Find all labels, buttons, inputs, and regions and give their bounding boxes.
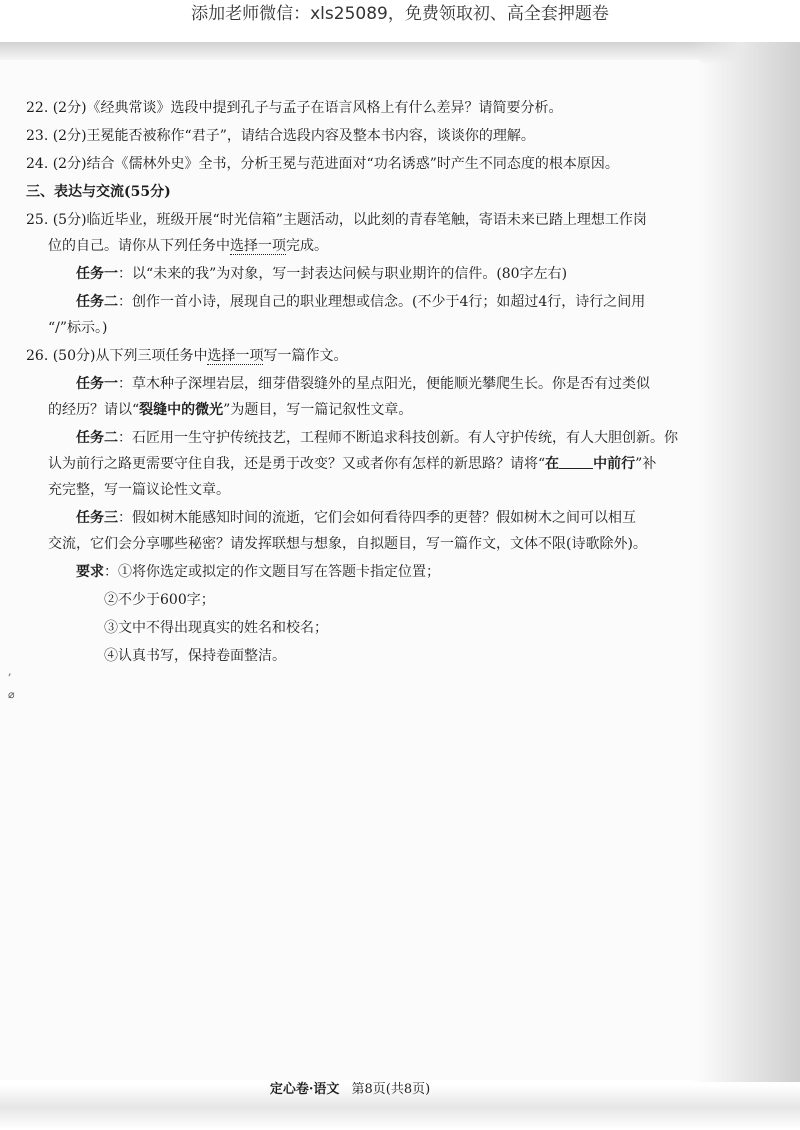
q26-task3-line2: 交流，它们会分享哪些秘密？请发挥联想与想象，自拟题目，写一篇作文，文体不限(诗歌除外)。 xyxy=(48,536,647,552)
q25-task1 xyxy=(76,264,567,284)
footer-page: 第8页(共8页) xyxy=(351,1082,431,1097)
q25-emphasis: 选择一项 xyxy=(230,238,286,254)
q25-line2-post: 完成。 xyxy=(286,238,328,254)
fill-blank-line xyxy=(559,456,593,469)
q26-task2-line1 xyxy=(76,428,678,448)
q25-task1-text: ：以“未来的我”为对象，写一封表达问候与职业期许的信件。(80字左右) xyxy=(118,266,568,282)
q26-task1-line2-pre: 的经历？请以“ xyxy=(48,402,140,418)
q26-line1-pre: 26. (50分)从下列三项任务中 xyxy=(26,348,208,364)
q25-task1-label: 任务一 xyxy=(76,266,118,282)
margin-mark: ⌀ xyxy=(8,688,15,701)
q26-task2-blank-a: 在 xyxy=(545,456,560,472)
q25-task2-cont: “/”标示。) xyxy=(48,320,108,336)
q25-line2-pre: 位的自己。请你从下列任务中 xyxy=(48,238,230,254)
q26-task2-text: ：石匠用一生守护传统技艺，工程师不断追求科技创新。有人守护传统，有人大胆创新。你 xyxy=(118,430,678,446)
question-26-line1 xyxy=(26,346,347,366)
q26-emphasis: 选择一项 xyxy=(207,348,264,364)
question-25-line1: 25. (5分)临近毕业，班级开展“时光信箱”主题活动，以此刻的青春笔触，寄语未来已踏上理想工作岗 xyxy=(26,212,647,228)
requirement-4: ④认真书写，保持卷面整洁。 xyxy=(104,648,286,664)
q26-task1-title: 裂缝中的微光 xyxy=(139,402,224,418)
requirement-2: ②不少于600字； xyxy=(104,592,215,608)
margin-mark: , xyxy=(8,665,12,678)
q26-task1-text: ：草木种子深埋岩层，细芽借裂缝外的星点阳光，便能顺光攀爬生长。你是否有过类似 xyxy=(118,376,650,392)
q26-line1-post: 写一篇作文。 xyxy=(263,348,348,364)
q26-task3-line1 xyxy=(76,508,636,528)
question-25-line2 xyxy=(48,236,328,256)
scan-shadow-right xyxy=(690,42,800,1082)
q26-task1-line2-post: ”为题目，写一篇记叙性文章。 xyxy=(223,402,413,418)
q25-task2-label: 任务二 xyxy=(76,294,118,310)
watermark: 添加老师微信：xls25089，免费领取初、高全套押题卷 xyxy=(191,4,609,24)
q25-task2-text: ：创作一首小诗，展现自己的职业理想或信念。(不少于4行；如超过4行，诗行之间用 xyxy=(118,294,646,310)
q26-task2-line2-post: ”补 xyxy=(635,456,657,472)
q25-task2 xyxy=(76,292,645,312)
page-footer xyxy=(0,1078,700,1097)
q26-task2-blank-b: 中前行 xyxy=(593,456,636,472)
question-23: 23. (2分)王冕能否被称作“君子”，请结合选段内容及整本书内容，谈谈你的理解。 xyxy=(26,128,535,144)
q26-task2-line2 xyxy=(48,454,656,474)
q26-requirements xyxy=(76,562,440,582)
q26-task2-line3: 充完整，写一篇议论性文章。 xyxy=(48,482,230,498)
requirement-1: ：①将你选定或拟定的作文题目写在答题卡指定位置； xyxy=(104,564,440,580)
q26-task1-line2 xyxy=(48,400,412,420)
requirement-3: ③文中不得出现真实的姓名和校名； xyxy=(104,620,328,636)
q26-task2-label: 任务二 xyxy=(76,430,118,446)
section-3-title: 三、表达与交流(55分) xyxy=(26,184,171,200)
question-24: 24. (2分)结合《儒林外史》全书，分析王冕与范进面对“功名诱惑”时产生不同态度的根本原因。 xyxy=(26,156,619,172)
q26-task1-label: 任务一 xyxy=(76,376,118,392)
q26-task3-text: ：假如树木能感知时间的流逝，它们会如何看待四季的更替？假如树木之间可以相互 xyxy=(118,510,636,526)
question-22: 22. (2分)《经典常谈》选段中提到孔子与孟子在语言风格上有什么差异？请简要分析。 xyxy=(26,100,563,116)
q26-task1-line1 xyxy=(76,374,650,394)
requirements-label: 要求 xyxy=(76,564,104,580)
q26-task3-label: 任务三 xyxy=(76,510,118,526)
footer-brand: 定心卷·语文 xyxy=(269,1082,340,1097)
q26-task2-line2-pre: 认为前行之路更需要守住自我，还是勇于改变？又或者你有怎样的新思路？请将“ xyxy=(48,456,546,472)
